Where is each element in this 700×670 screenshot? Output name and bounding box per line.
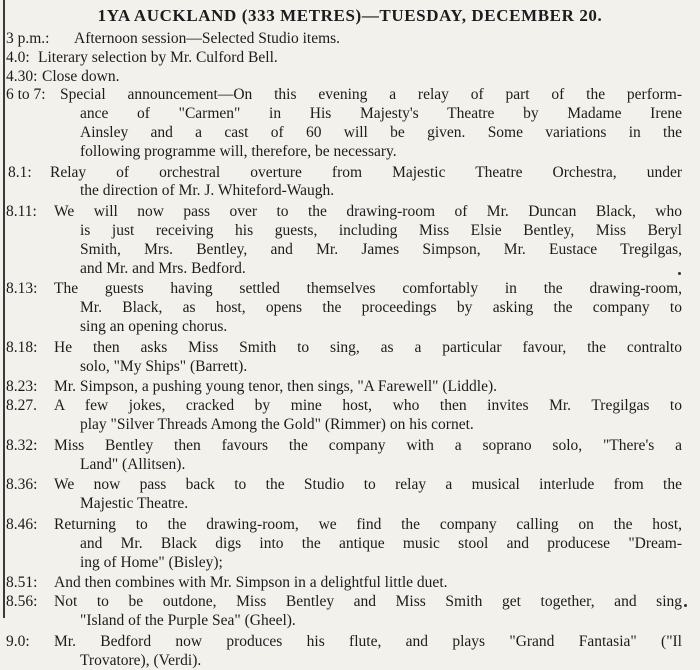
print-speck xyxy=(678,272,681,275)
entry-text-line: Mr. Black, as host, opens the proceedings by asking the company to xyxy=(6,299,682,318)
entry-text-line: Majestic Theatre. xyxy=(6,495,696,514)
entry-time: 8.27. xyxy=(6,397,37,416)
entry-time: 3 p.m.: xyxy=(6,30,50,49)
entry-time: 8.18: xyxy=(6,339,37,358)
entry-text-line: and Mr. and Mrs. Bedford. xyxy=(6,260,696,279)
programme-entry xyxy=(6,49,696,68)
entry-time: 8.1: xyxy=(8,164,32,183)
programme-entry xyxy=(6,86,696,161)
entry-text-line: Special announcement—On this evening a relay of part of the perform- xyxy=(6,86,682,105)
entry-time: 8.23: xyxy=(6,378,37,397)
entry-text-line: the direction of Mr. J. Whiteford-Waugh. xyxy=(6,182,696,201)
programme-entry xyxy=(6,633,696,670)
entry-text-line: "Island of the Purple Sea" (Gheel). xyxy=(6,612,696,631)
entry-text-line: Close down. xyxy=(6,68,696,87)
entry-time: 8.32: xyxy=(6,437,37,456)
programme-entry xyxy=(6,397,696,435)
entry-time: 8.11: xyxy=(6,203,37,222)
entry-text-line: Relay of orchestral overture from Majestic Theatre Orchestra, under xyxy=(6,164,682,183)
entry-text-line: He then asks Miss Smith to sing, as a particular favour, the contralto xyxy=(6,339,682,358)
entry-text-line: Trovatore), (Verdi). xyxy=(6,652,696,670)
programme-entry xyxy=(6,68,696,87)
programme-entry xyxy=(6,593,696,631)
entry-text-line: Land" (Allitsen). xyxy=(6,456,696,475)
entry-text-line: ance of "Carmen" in His Majesty's Theatre by Madame Irene xyxy=(6,105,682,124)
entry-time: 9.0: xyxy=(6,633,30,652)
left-column-rule xyxy=(3,0,5,618)
entry-text-line: Returning to the drawing-room, we find the company calling on the host, xyxy=(6,516,682,535)
entry-text-line: Literary selection by Mr. Culford Bell. xyxy=(6,49,696,68)
entry-text-line: sing an opening chorus. xyxy=(6,318,696,337)
entry-text-line: And then combines with Mr. Simpson in a delightful little duet. xyxy=(6,574,696,593)
entry-text-line: following programme will, therefore, be necessary. xyxy=(6,143,696,162)
entry-time: 8.13: xyxy=(6,280,37,299)
programme-entry xyxy=(6,476,696,514)
programme-entry xyxy=(6,437,696,475)
entry-text-line: Smith, Mrs. Bentley, and Mr. James Simpson, Mr. Eustace Tregilgas, xyxy=(6,241,682,260)
programme-entry xyxy=(6,378,696,397)
entry-text-line: We will now pass over to the drawing-room of Mr. Duncan Black, who xyxy=(6,203,682,222)
entry-text-line: The guests having settled themselves comfortably in the drawing-room, xyxy=(6,280,682,299)
programme-entry xyxy=(6,164,696,202)
programme-entry xyxy=(6,203,696,278)
entry-time: 8.51: xyxy=(6,574,37,593)
programme-entry xyxy=(6,574,696,593)
entry-text-line: We now pass back to the Studio to relay a musical interlude from the xyxy=(6,476,682,495)
programme-entry xyxy=(6,339,696,377)
entry-text-line: Miss Bentley then favours the company with a soprano solo, "There's a xyxy=(6,437,682,456)
entry-time: 6 to 7: xyxy=(6,86,46,105)
entry-text-line: and Mr. Black digs into the antique music stool and producese "Dream- xyxy=(6,535,682,554)
entry-text-line: ing of Home" (Bisley); xyxy=(6,554,696,573)
entry-text-line: Not to be outdone, Miss Bentley and Miss Smith get together, and sing xyxy=(6,593,682,612)
entry-text-line: play "Silver Threads Among the Gold" (Rimmer) on his cornet. xyxy=(6,416,696,435)
print-speck xyxy=(684,604,687,607)
programme-entry xyxy=(6,30,696,49)
entry-time: 8.56: xyxy=(6,593,37,612)
entry-text-line: Afternoon session—Selected Studio items. xyxy=(6,30,696,49)
programme-entry xyxy=(6,516,696,572)
entry-text-line: Mr. Bedford now produces his flute, and plays "Grand Fantasia" ("Il xyxy=(6,633,682,652)
entry-text-line: Mr. Simpson, a pushing young tenor, then sings, "A Farewell" (Liddle). xyxy=(6,378,696,397)
entry-time: 4.0: xyxy=(6,49,30,68)
entry-text-line: is just receiving his guests, including Miss Elsie Bentley, Miss Beryl xyxy=(6,222,682,241)
entry-text-line: solo, "My Ships" (Barrett). xyxy=(6,358,696,377)
entry-text-line: Ainsley and a cast of 60 will be given. Some variations in the xyxy=(6,124,682,143)
entry-time: 4.30: xyxy=(6,68,37,87)
entry-text-line: A few jokes, cracked by mine host, who then invites Mr. Tregilgas to xyxy=(6,397,682,416)
entry-time: 8.46: xyxy=(6,516,37,535)
entry-time: 8.36: xyxy=(6,476,37,495)
programme-entry xyxy=(6,280,696,336)
programme-list xyxy=(6,30,696,670)
programme-heading: 1YA AUCKLAND (333 METRES)—TUESDAY, DECEMBER 20. xyxy=(0,4,700,28)
